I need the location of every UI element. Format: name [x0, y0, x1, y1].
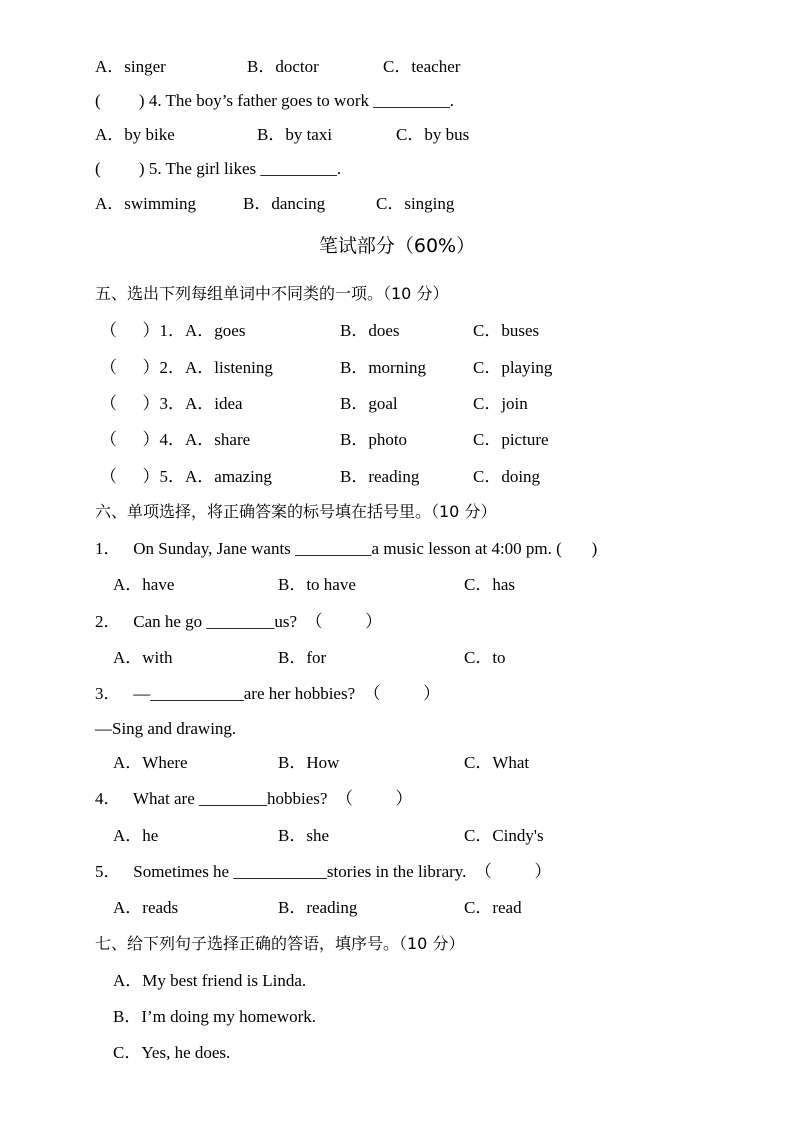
section7-heading: 七、给下列句子选择正确的答语，填序号。（10 分） [95, 934, 465, 953]
s5-row5-a: （ ）5．A．amazing [100, 467, 272, 486]
s6-q2-stem: 2． Can he go ________us? （ ） [95, 612, 383, 631]
s5-row1-b: B．does [340, 321, 400, 340]
s5-row1-c: C．buses [473, 321, 540, 340]
s6-q3-option-c: C．What [464, 753, 530, 772]
s5-row2-a: （ ）2．A．listening [100, 358, 273, 377]
q5-stem: ( ) 5. The girl likes _________. [95, 159, 342, 178]
s6-q4-option-a: A．he [113, 826, 159, 845]
q4-option-a: A．by bike [95, 125, 175, 144]
q4-stem: ( ) 4. The boy’s father goes to work _________. [95, 91, 454, 110]
s6-q1-option-a: A．have [113, 575, 175, 594]
s5-row5-b: B．reading [340, 467, 420, 486]
s6-q2-option-b: B．for [278, 648, 327, 667]
s5-row3-b: B．goal [340, 394, 398, 413]
s6-q5-option-c: C．read [464, 898, 522, 917]
s6-q5-option-b: B．reading [278, 898, 358, 917]
q3-option-a: A．singer [95, 57, 166, 76]
s5-row1-a: （ ）1．A．goes [100, 321, 246, 340]
q4-option-c: C．by bus [396, 125, 470, 144]
s5-row4-b: B．photo [340, 430, 408, 449]
q5-option-a: A．swimming [95, 194, 197, 213]
s6-q2-option-c: C．to [464, 648, 506, 667]
q5-option-b: B．dancing [243, 194, 326, 213]
section6-heading: 六、单项选择，将正确答案的标号填在括号里。（10 分） [95, 502, 497, 521]
s6-q1-option-b: B．to have [278, 575, 356, 594]
s7-option-b: B．I’m doing my homework. [113, 1007, 317, 1026]
s5-row3-c: C．join [473, 394, 528, 413]
s6-q1-option-c: C．has [464, 575, 515, 594]
q5-option-c: C．singing [376, 194, 455, 213]
s5-row3-a: （ ）3．A．idea [100, 394, 243, 413]
s6-q3-option-b: B．How [278, 753, 340, 772]
s6-q4-stem: 4． What are ________hobbies? （ ） [95, 789, 413, 808]
section5-heading: 五、选出下列每组单词中不同类的一项。（10 分） [95, 284, 449, 303]
q4-option-b: B．by taxi [257, 125, 333, 144]
s6-q3-answer: —Sing and drawing. [95, 719, 237, 738]
s6-q4-option-c: C．Cindy's [464, 826, 544, 845]
written-part-title: 笔试部分（60%） [318, 235, 476, 257]
s6-q5-option-a: A．reads [113, 898, 179, 917]
s5-row4-c: C．picture [473, 430, 549, 449]
s5-row5-c: C．doing [473, 467, 541, 486]
s5-row2-b: B．morning [340, 358, 426, 377]
s6-q3-stem: 3． —___________are her hobbies? （ ） [95, 684, 441, 703]
q3-option-c: C．teacher [383, 57, 461, 76]
s6-q4-option-b: B．she [278, 826, 329, 845]
s5-row4-a: （ ）4．A．share [100, 430, 251, 449]
q3-option-b: B．doctor [247, 57, 319, 76]
s6-q2-option-a: A．with [113, 648, 173, 667]
s6-q3-option-a: A．Where [113, 753, 188, 772]
s7-option-a: A．My best friend is Linda. [113, 971, 307, 990]
s6-q1-stem: 1． On Sunday, Jane wants _________a music lesson at 4:00 pm. ( ) [95, 539, 598, 558]
s6-q5-stem: 5． Sometimes he ___________stories in the library. （ ） [95, 862, 552, 881]
s5-row2-c: C．playing [473, 358, 553, 377]
s7-option-c: C．Yes, he does. [113, 1043, 231, 1062]
